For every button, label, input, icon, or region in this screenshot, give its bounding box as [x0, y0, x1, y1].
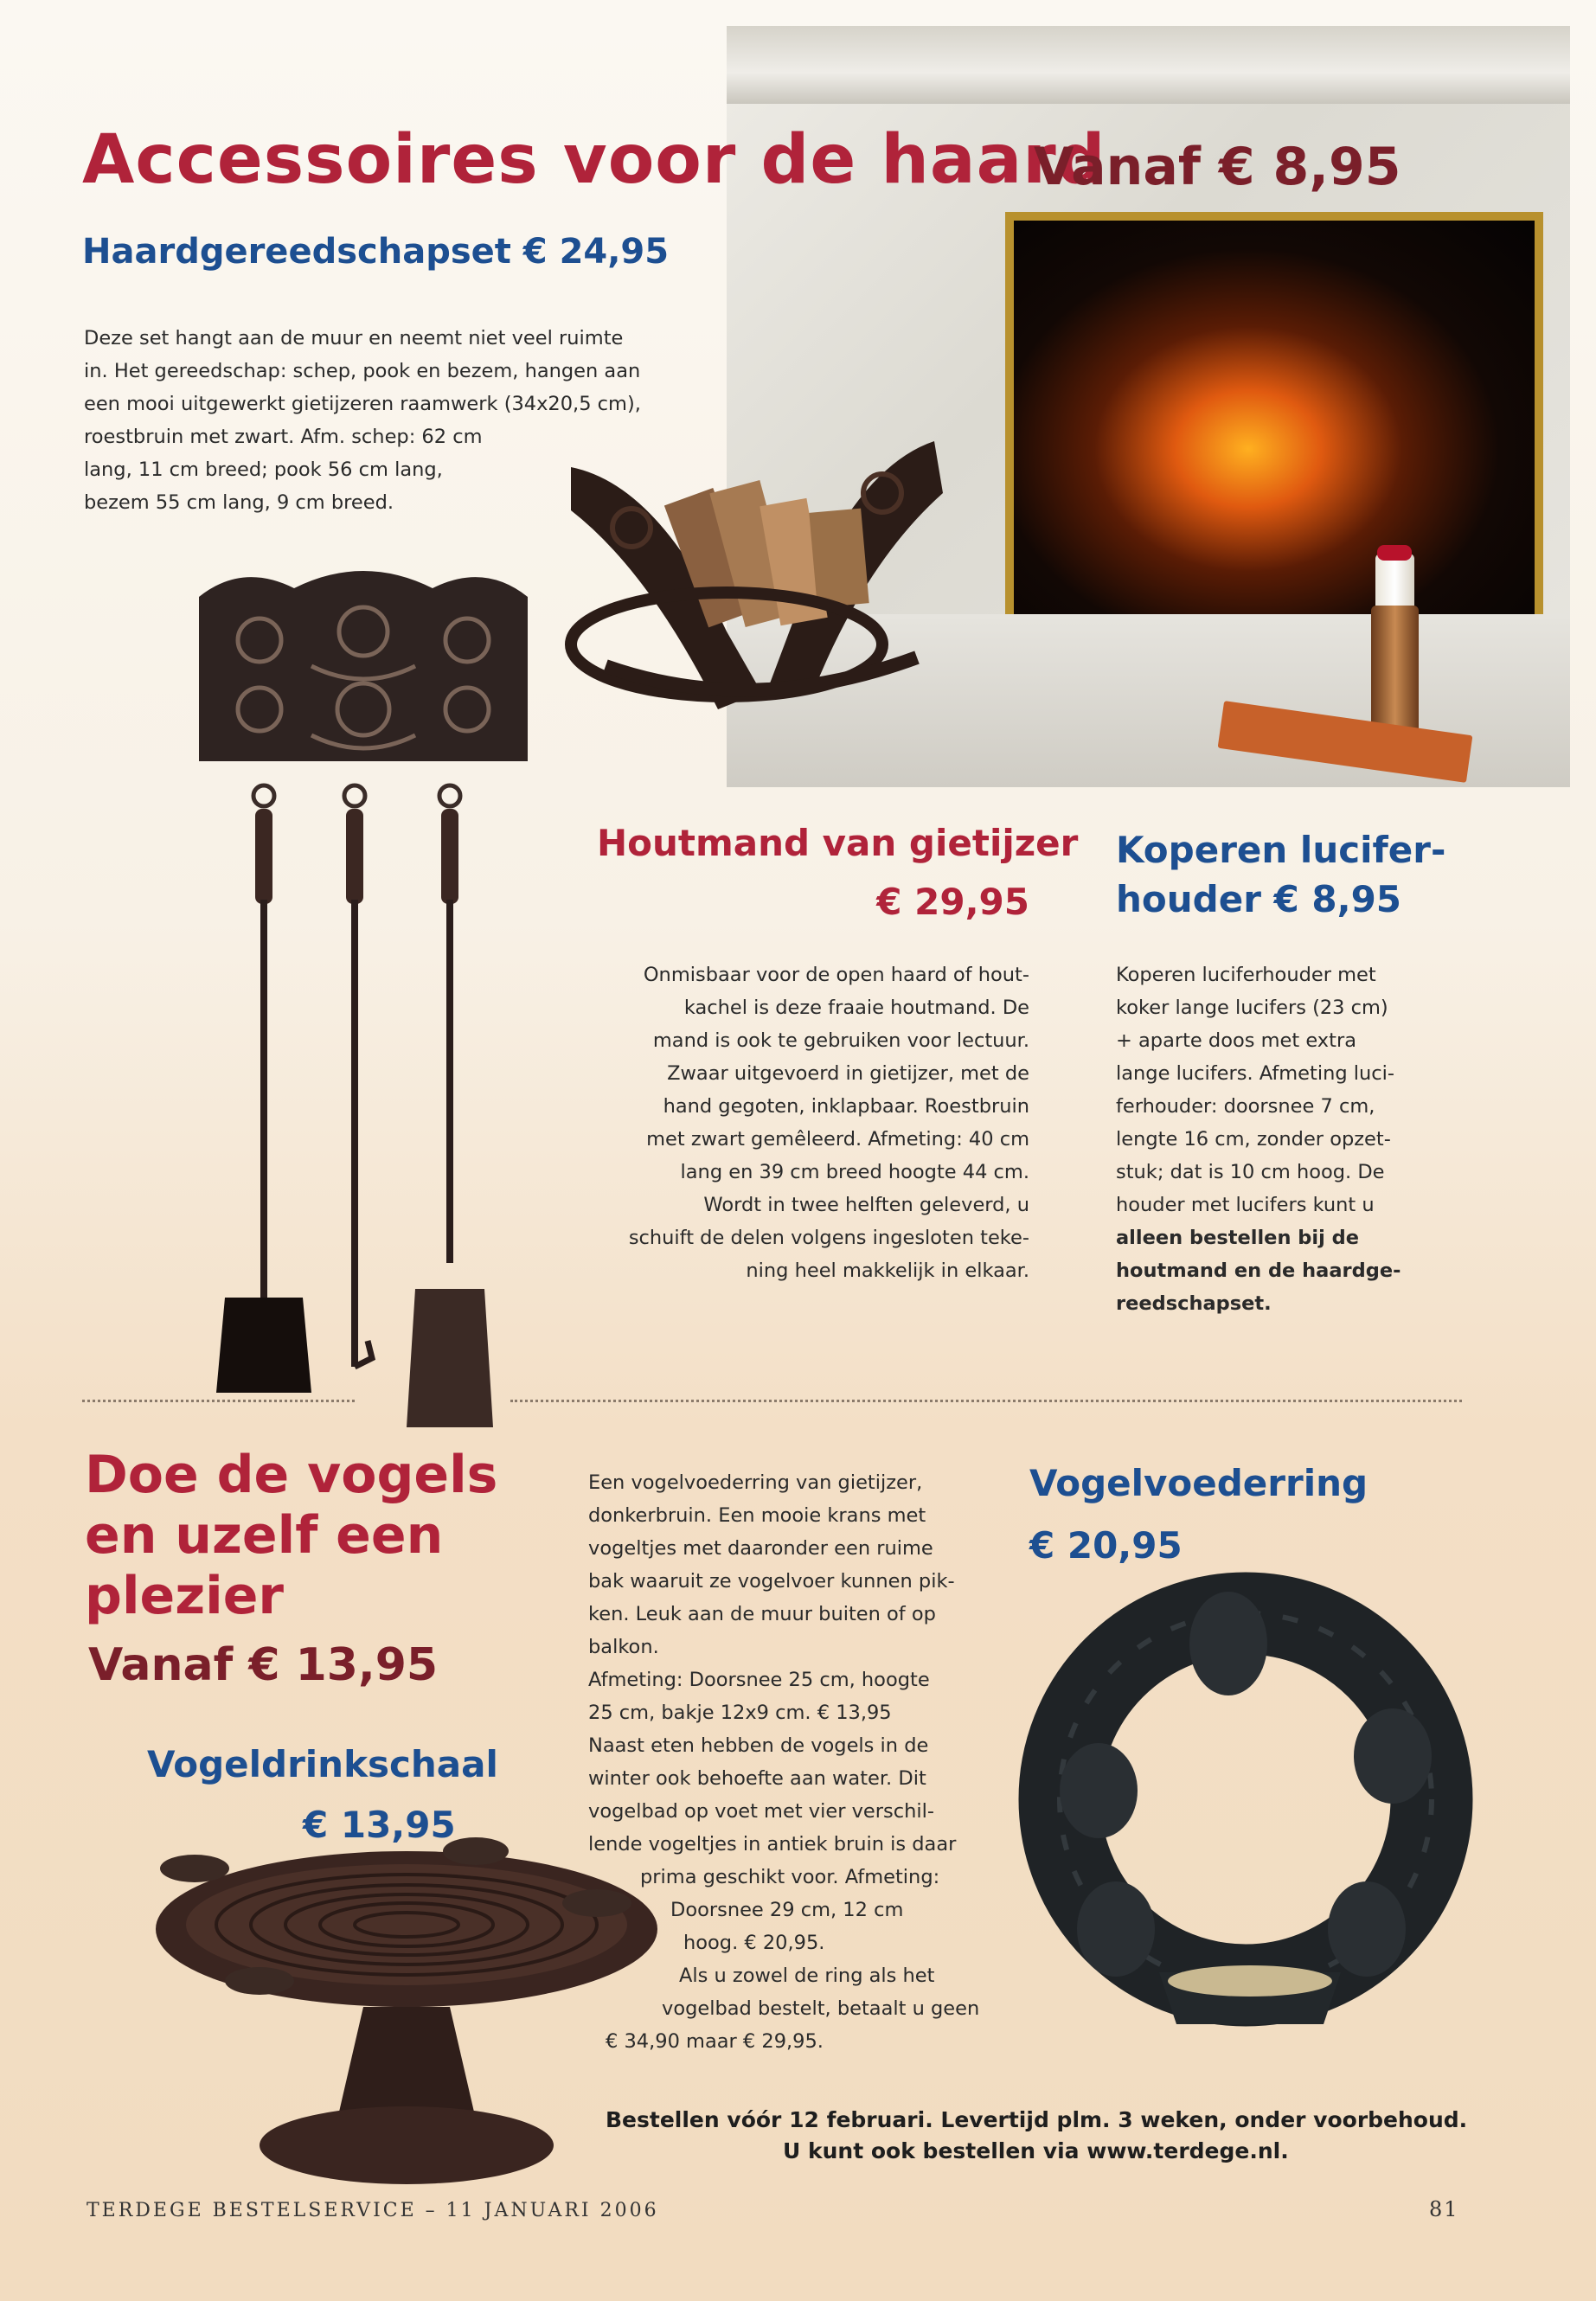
- text-line: vogeltjes met daaronder een ruime: [588, 1537, 933, 1560]
- birds-from-price: Vanaf € 13,95: [88, 1639, 439, 1691]
- match-holder-description: [1116, 958, 1522, 1320]
- basket-title: Houtmand van gietijzer: [597, 822, 1079, 864]
- text-line: hoog. € 20,95.: [683, 1932, 825, 1954]
- text-line: 25 cm, bakje 12x9 cm. € 13,95: [588, 1702, 892, 1724]
- text-line: hand gegoten, inklapbaar. Roestbruin: [663, 1095, 1029, 1118]
- text-line: houtmand en de haardge-: [1116, 1259, 1401, 1282]
- text-line: bak waaruit ze vogelvoer kunnen pik-: [588, 1570, 955, 1593]
- order-online-note: U kunt ook bestellen via www.terdege.nl.: [783, 2138, 1289, 2163]
- text-line: Doorsnee 29 cm, 12 cm: [670, 1899, 904, 1921]
- text-line: kachel is deze fraaie houtmand. De: [683, 997, 1029, 1019]
- drink-bowl-price: € 13,95: [303, 1804, 456, 1846]
- text-line: lang, 11 cm breed; pook 56 cm lang,: [84, 458, 443, 481]
- order-deadline-note: Bestellen vóór 12 februari. Levertijd plm. 3 weken, onder voorbehoud.: [606, 2107, 1468, 2132]
- text-line: + aparte doos met extra: [1116, 1029, 1356, 1052]
- page-title: Accessoires voor de haard: [82, 121, 1106, 199]
- text-line: vogelbad op voet met vier verschil-: [588, 1800, 934, 1823]
- headline-line: Doe de vogels: [85, 1445, 498, 1505]
- text-line: alleen bestellen bij de: [1116, 1227, 1360, 1249]
- text-line: Deze set hangt aan de muur en neemt niet veel ruimte: [84, 327, 624, 349]
- text-line: € 34,90 maar € 29,95.: [606, 2030, 824, 2053]
- text-line: Een vogelvoederring van gietijzer,: [588, 1471, 923, 1494]
- text-line: balkon.: [588, 1636, 659, 1658]
- text-line: een mooi uitgewerkt gietijzeren raamwerk (34x20,5 cm),: [84, 393, 641, 415]
- page-number: 81: [1429, 2197, 1459, 2221]
- text-line: winter ook behoefte aan water. Dit: [588, 1767, 926, 1790]
- text-line: lang en 39 cm breed hoogte 44 cm.: [680, 1161, 1029, 1183]
- divider-right: [510, 1400, 1462, 1402]
- basket-price: € 29,95: [876, 881, 1029, 923]
- footer-publication: TERDEGE BESTELSERVICE – 11 JANUARI 2006: [87, 2200, 659, 2221]
- text-line: Afmeting: Doorsnee 25 cm, hoogte: [588, 1669, 930, 1691]
- drink-bowl-title: Vogeldrinkschaal: [147, 1743, 498, 1785]
- text-line: met zwart gemêleerd. Afmeting: 40 cm: [646, 1128, 1029, 1150]
- text-line: lange lucifers. Afmeting luci-: [1116, 1062, 1395, 1085]
- text-line: Wordt in twee helften geleverd, u: [703, 1194, 1029, 1216]
- text-line: bezem 55 cm lang, 9 cm breed.: [84, 491, 394, 514]
- feeder-ring-price: € 20,95: [1029, 1524, 1183, 1567]
- header-from-price: Vanaf € 8,95: [1034, 137, 1401, 197]
- birds-headline: [85, 1445, 497, 1626]
- text-line: mand is ook te gebruiken voor lectuur.: [652, 1029, 1029, 1052]
- text-line: lengte 16 cm, zonder opzet-: [1116, 1128, 1391, 1150]
- text-line: Koperen luciferhouder met: [1116, 964, 1376, 986]
- text-line: koker lange lucifers (23 cm): [1116, 997, 1388, 1019]
- text-line: Onmisbaar voor de open haard of hout-: [643, 964, 1029, 986]
- text-line: in. Het gereedschap: schep, pook en bezem, hangen aan: [84, 360, 641, 382]
- basket-description: [588, 958, 1029, 1287]
- feeder-ring-title: Vogelvoederring: [1029, 1462, 1368, 1504]
- text-line: schuift de delen volgens ingesloten teke-: [628, 1227, 1029, 1249]
- text-line: houder met lucifers kunt u: [1116, 1194, 1375, 1216]
- text-line: reedschapset.: [1116, 1292, 1272, 1315]
- text-line: ferhouder: doorsnee 7 cm,: [1116, 1095, 1375, 1118]
- match-holder-title: Koperen lucifer-: [1116, 829, 1446, 871]
- headline-line: plezier: [85, 1566, 284, 1626]
- text-line: ken. Leuk aan de muur buiten of op: [588, 1603, 936, 1625]
- headline-line: en uzelf een: [85, 1505, 444, 1566]
- text-line: stuk; dat is 10 cm hoog. De: [1116, 1161, 1385, 1183]
- text-line: vogelbad bestelt, betaalt u geen: [662, 1997, 980, 2020]
- text-line: donkerbruin. Een mooie krans met: [588, 1504, 926, 1527]
- log-basket-image: [554, 433, 952, 735]
- text-line: prima geschikt voor. Afmeting:: [640, 1866, 940, 1888]
- bird-feeder-ring-image: [1012, 1566, 1479, 2050]
- text-line: lende vogeltjes in antiek bruin is daar: [588, 1833, 957, 1856]
- text-line: Naast eten hebben de vogels in de: [588, 1734, 929, 1757]
- bird-bath-image: [147, 1834, 666, 2189]
- text-line: Zwaar uitgevoerd in gietijzer, met de: [667, 1062, 1029, 1085]
- match-holder-price: houder € 8,95: [1116, 878, 1402, 920]
- toolset-title: Haardgereedschapset € 24,95: [82, 232, 670, 272]
- fireplace-tool-set-image: [190, 562, 536, 1436]
- divider-left: [82, 1400, 355, 1402]
- text-line: Als u zowel de ring als het: [679, 1965, 935, 1987]
- text-line: roestbruin met zwart. Afm. schep: 62 cm: [84, 426, 483, 448]
- text-line: ning heel makkelijk in elkaar.: [746, 1259, 1029, 1282]
